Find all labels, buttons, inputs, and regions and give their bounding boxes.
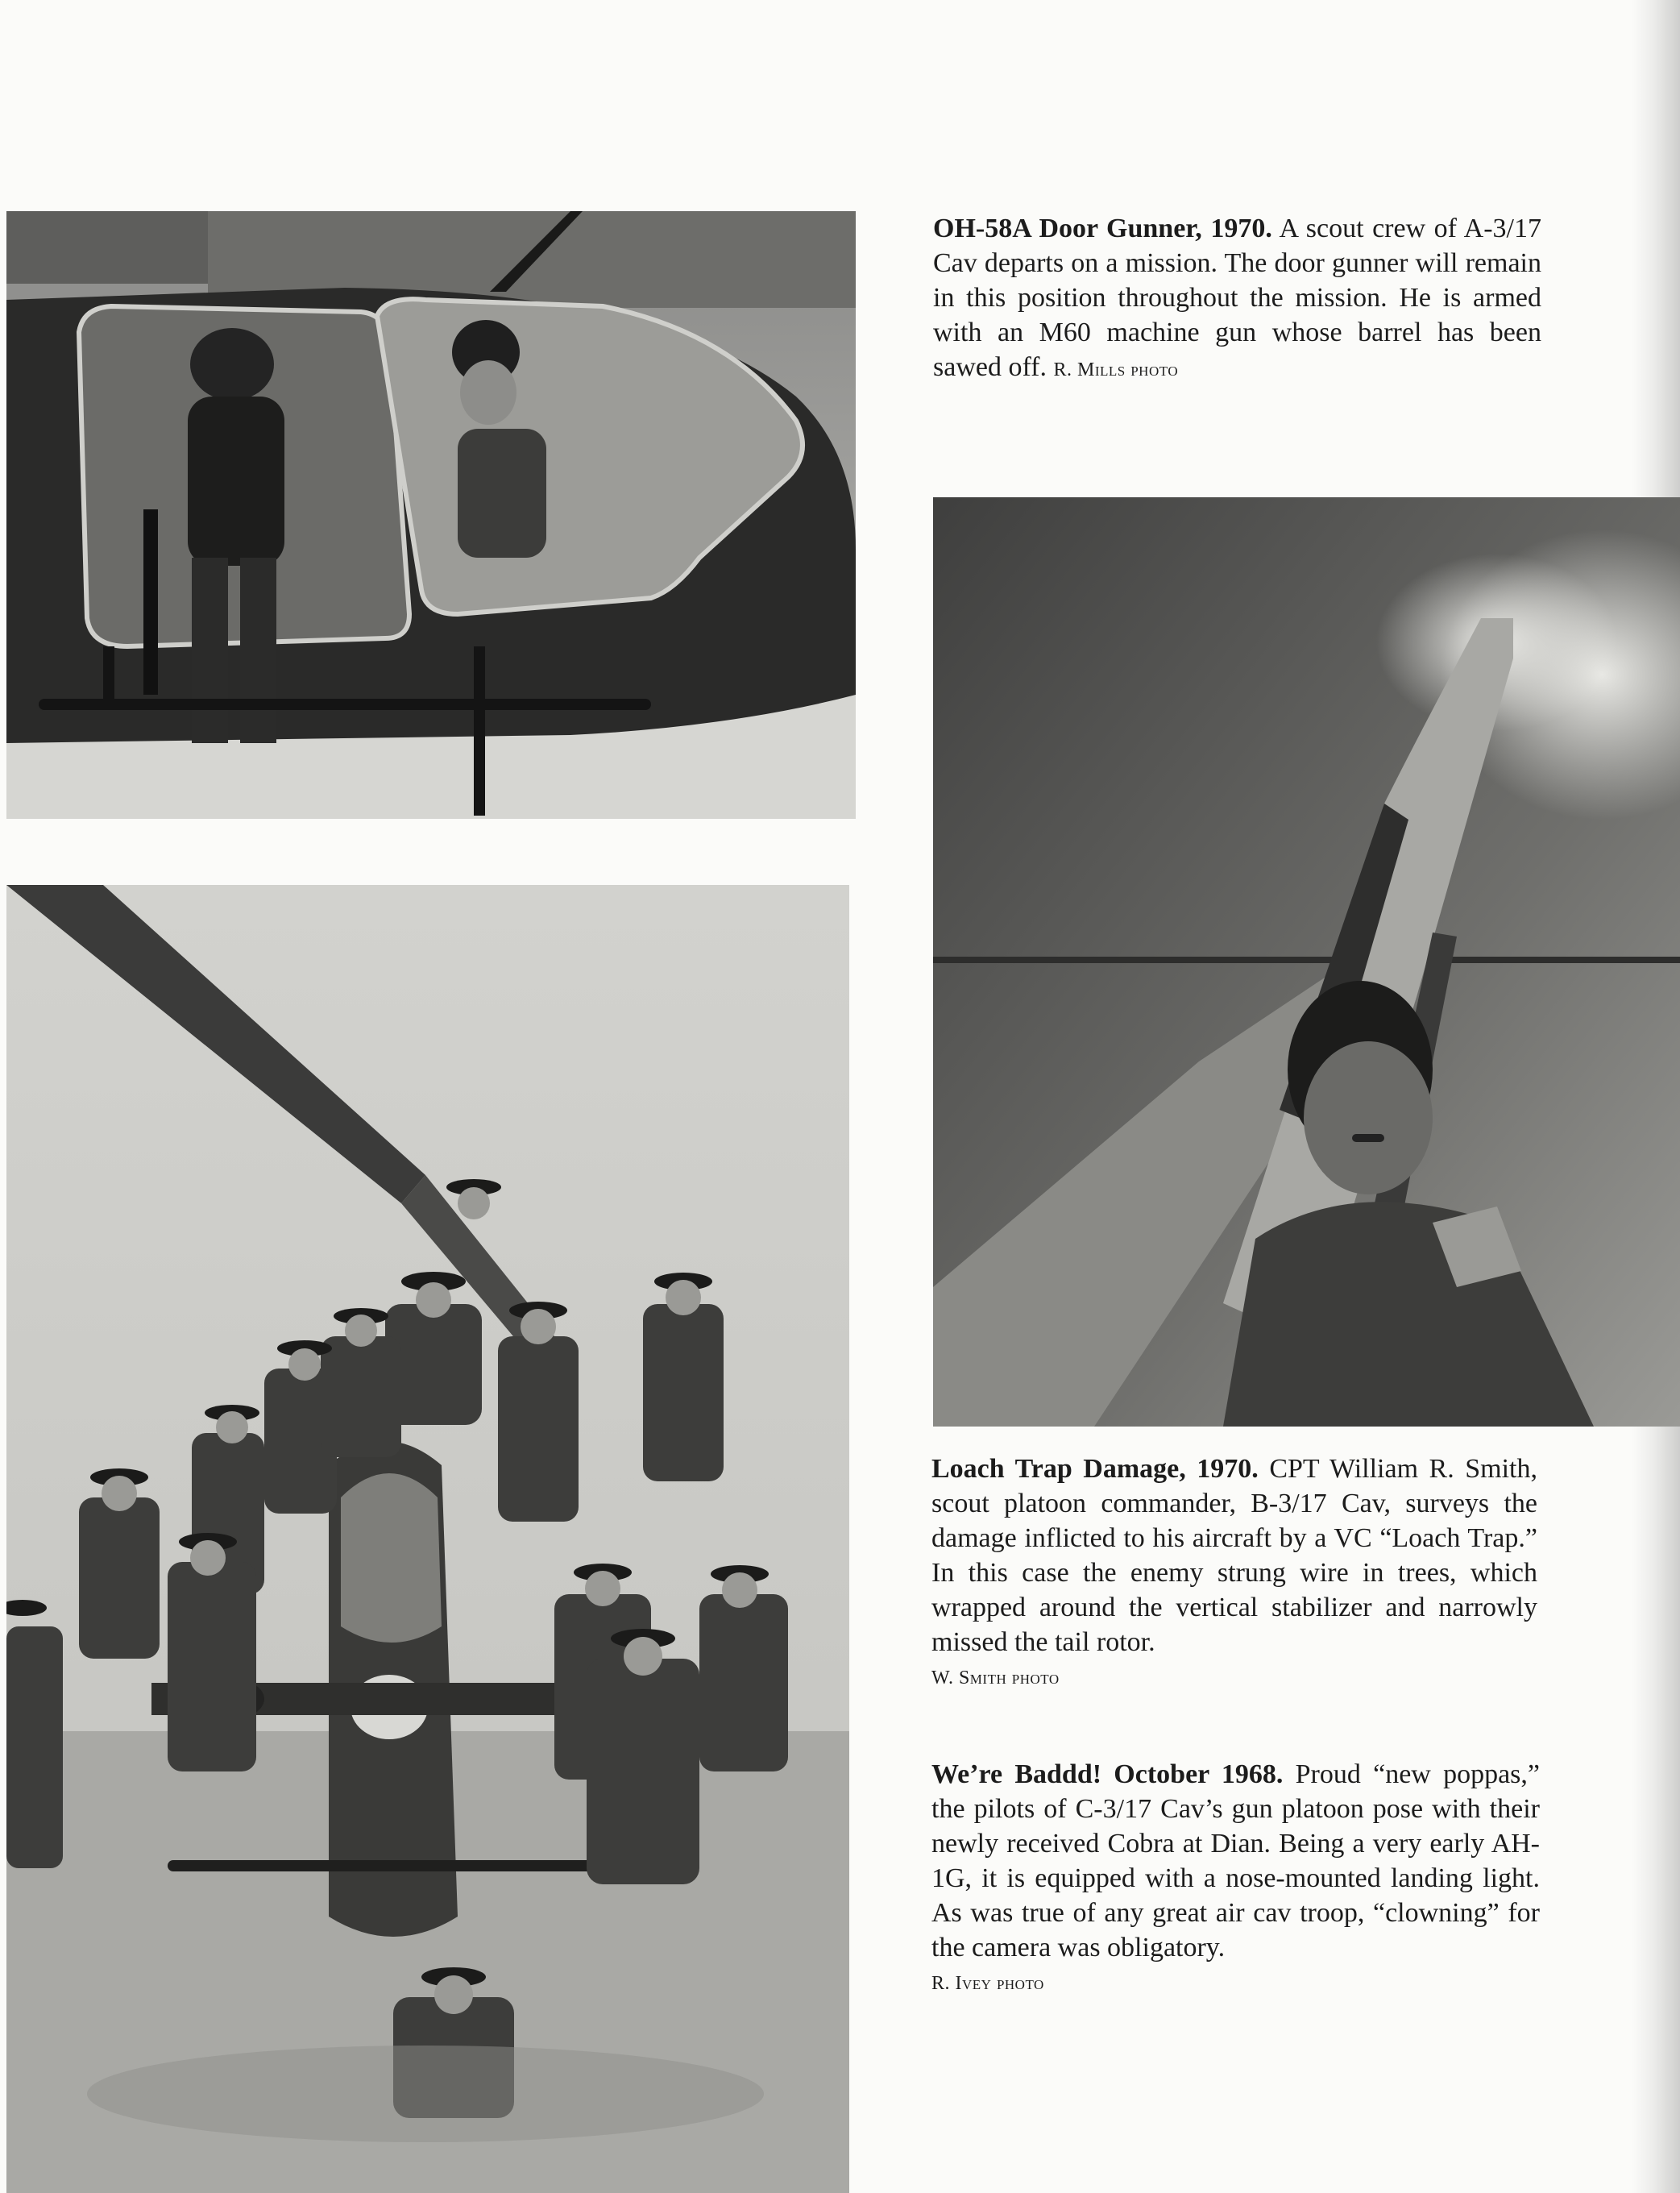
photo-credit: R. Mills photo — [1053, 359, 1179, 380]
caption-body: A scout crew of A-3/17 Cav departs on a mission. The door gunner will remain in this position throughout the mission. He is armed with an M60 machine gun whose barrel has been sawed off. — [933, 214, 1541, 382]
caption-title: Loach Trap Damage, 1970. — [931, 1454, 1259, 1484]
caption-title: We’re Baddd! October 1968. — [931, 1759, 1284, 1789]
caption-title: OH-58A Door Gunner, 1970. — [933, 214, 1272, 243]
caption-cobra-gun-platoon — [931, 1757, 1540, 2001]
photo-oh58a-door-gunner — [6, 211, 856, 819]
caption-body: CPT William R. Smith, scout platoon commander, B-3/17 Cav, surveys the damage inflicted to his aircraft by a VC “Loach Trap.” In this case the enemy strung wire in trees, which wrapped around the vertical stabilizer and narrowly missed the tail rotor. — [931, 1454, 1538, 1657]
cobra-group-illustration — [6, 885, 849, 2193]
photo-cobra-gun-platoon — [6, 885, 849, 2193]
caption-body: Proud “new poppas,” the pilots of C-3/17 Cav’s gun platoon pose with their newly received Cobra at Dian. Being a very early AH-1G, it is equipped with a nose-mounted landing light. As was true of any great air cav troop, “clowning” for the camera was obligatory. — [931, 1759, 1540, 1962]
caption-loach-trap-damage — [931, 1452, 1537, 1696]
photo-credit: R. Ivey photo — [931, 1973, 1044, 1994]
oh58a-helicopter-illustration — [6, 211, 856, 819]
caption-oh58a-door-gunner — [933, 211, 1541, 388]
photo-credit: W. Smith photo — [931, 1668, 1060, 1688]
photo-loach-trap-damage — [933, 497, 1680, 1427]
loach-tail-illustration — [933, 497, 1680, 1427]
